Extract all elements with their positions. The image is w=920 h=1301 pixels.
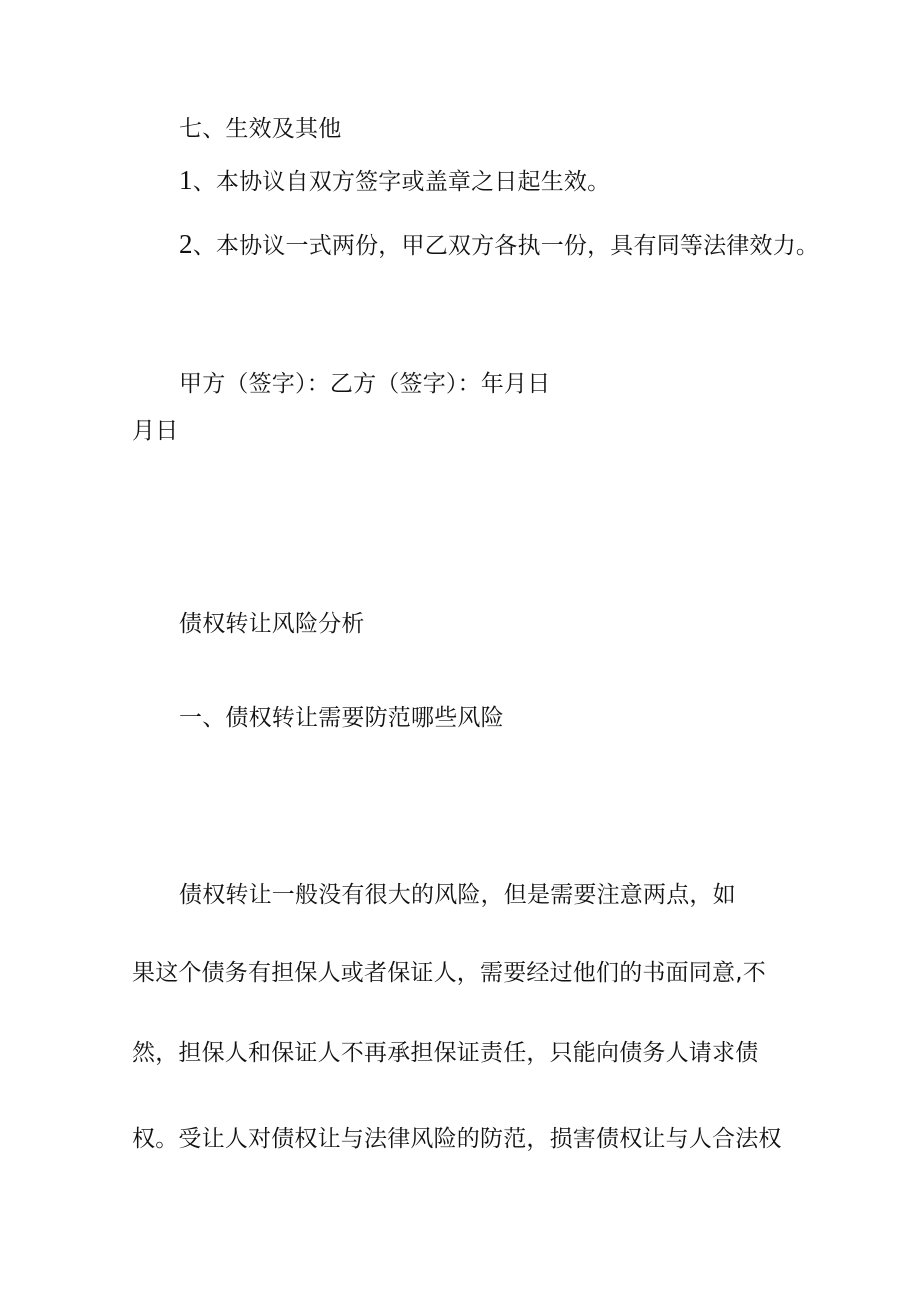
paragraph-line-4: 权。受让人对债权让与法律风险的防范，损害债权让与人合法权 — [132, 1126, 782, 1152]
clause-2-number: 2 — [179, 229, 193, 259]
clause-2 — [179, 229, 819, 261]
signature-date-wrap: 月日 — [132, 418, 179, 444]
clause-1 — [179, 165, 610, 197]
clause-1-text: 、本协议自双方签字或盖章之日起生效。 — [192, 169, 611, 195]
paragraph-line-1: 债权转让一般没有很大的风险，但是需要注意两点，如 — [179, 882, 736, 908]
clause-2-text: 、本协议一式两份，甲乙双方各执一份，具有同等法律效力。 — [192, 233, 820, 259]
article-subheading: 一、债权转让需要防范哪些风险 — [179, 705, 504, 731]
signature-line: 甲方（签字）：乙方（签字）：年月日 — [179, 371, 551, 397]
article-title: 债权转让风险分析 — [179, 611, 365, 637]
paragraph-line-2: 果这个债务有担保人或者保证人，需要经过他们的书面同意,不 — [132, 960, 766, 986]
paragraph-line-3: 然，担保人和保证人不再承担保证责任，只能向债务人请求债 — [132, 1040, 759, 1066]
clause-1-number: 1 — [179, 165, 193, 195]
section-heading: 七、生效及其他 — [179, 116, 342, 142]
